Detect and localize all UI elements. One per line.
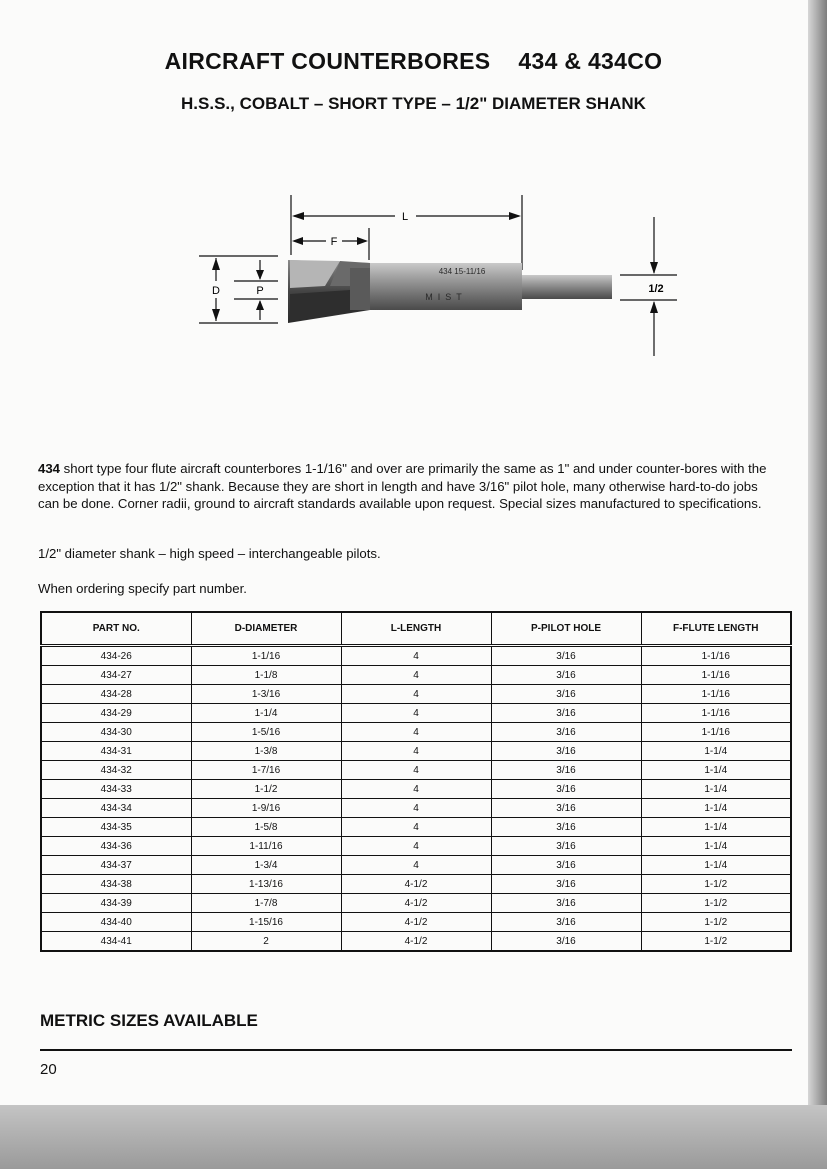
table-cell: 3/16 xyxy=(491,646,641,666)
table-cell: 3/16 xyxy=(491,761,641,780)
table-row xyxy=(41,837,791,856)
table-cell: 434-38 xyxy=(41,875,191,894)
table-cell: 4 xyxy=(341,761,491,780)
scanner-background xyxy=(0,1105,827,1169)
table-cell: 1-1/16 xyxy=(641,646,791,666)
column-header: PART NO. xyxy=(41,612,191,646)
diameter-dimension xyxy=(199,256,278,323)
table-row xyxy=(41,704,791,723)
shank-dimension xyxy=(620,217,677,356)
table-row xyxy=(41,685,791,704)
table-cell: 434-35 xyxy=(41,818,191,837)
label-l: L xyxy=(401,211,409,223)
table-cell: 4 xyxy=(341,666,491,685)
page-edge-shadow xyxy=(808,0,827,1169)
label-d: D xyxy=(212,285,220,297)
table-cell: 1-15/16 xyxy=(191,913,341,932)
description-paragraph xyxy=(38,460,778,513)
table-cell: 1-1/2 xyxy=(641,932,791,952)
title-text: AIRCRAFT COUNTERBORES xyxy=(164,48,491,74)
table-cell: 4-1/2 xyxy=(341,913,491,932)
tool-brand: MIST xyxy=(425,292,467,302)
table-cell: 1-1/16 xyxy=(641,685,791,704)
table-cell: 3/16 xyxy=(491,780,641,799)
table-cell: 1-1/16 xyxy=(191,646,341,666)
table-cell: 4 xyxy=(341,780,491,799)
table-cell: 3/16 xyxy=(491,704,641,723)
table-row xyxy=(41,932,791,952)
table-cell: 3/16 xyxy=(491,894,641,913)
shank-note: 1/2" diameter shank – high speed – interchangeable pilots. xyxy=(38,546,381,561)
table-cell: 1-1/2 xyxy=(191,780,341,799)
table-cell: 3/16 xyxy=(491,685,641,704)
table-cell: 1-1/4 xyxy=(191,704,341,723)
table-header-row xyxy=(41,612,791,646)
table-cell: 4 xyxy=(341,818,491,837)
table-cell: 3/16 xyxy=(491,666,641,685)
table-row xyxy=(41,646,791,666)
tool-image xyxy=(288,260,612,323)
table-row xyxy=(41,780,791,799)
table-cell: 1-9/16 xyxy=(191,799,341,818)
table-row xyxy=(41,818,791,837)
column-header: D-DIAMETER xyxy=(191,612,341,646)
table-cell: 434-33 xyxy=(41,780,191,799)
title-code: 434 & 434CO xyxy=(518,48,663,74)
table-cell: 1-7/16 xyxy=(191,761,341,780)
label-f: F xyxy=(330,236,338,248)
table-row xyxy=(41,856,791,875)
table-cell: 1-3/8 xyxy=(191,742,341,761)
description-text: short type four flute aircraft counterbores 1-1/16" and over are primarily the same as 1" and under counter-bores with the exception that it has 1/2" shank. Because they are short in length and have 3/16" pilot hole, many otherwise hard-to-do jobs can be done. Corner radii, ground to aircraft standards available upon request. Special sizes manufactured to specifications. xyxy=(38,461,767,511)
table-cell: 4-1/2 xyxy=(341,932,491,952)
table-cell: 1-1/4 xyxy=(641,761,791,780)
table-cell: 1-1/2 xyxy=(641,913,791,932)
table-cell: 3/16 xyxy=(491,837,641,856)
table-cell: 4 xyxy=(341,742,491,761)
label-shank: 1/2 xyxy=(648,283,664,295)
counterbore-drawing xyxy=(190,190,690,365)
table-cell: 434-30 xyxy=(41,723,191,742)
table-cell: 434-32 xyxy=(41,761,191,780)
table-cell: 4 xyxy=(341,685,491,704)
table-cell: 1-11/16 xyxy=(191,837,341,856)
table-cell: 1-3/16 xyxy=(191,685,341,704)
table-cell: 3/16 xyxy=(491,723,641,742)
table-cell: 4 xyxy=(341,799,491,818)
flute-dimension xyxy=(292,228,369,260)
table-cell: 434-39 xyxy=(41,894,191,913)
table-cell: 4-1/2 xyxy=(341,894,491,913)
page-title xyxy=(0,48,827,75)
table-cell: 4-1/2 xyxy=(341,875,491,894)
table-cell: 1-1/4 xyxy=(641,837,791,856)
page-number: 20 xyxy=(40,1061,57,1078)
column-header: L-LENGTH xyxy=(341,612,491,646)
ordering-note: When ordering specify part number. xyxy=(38,581,247,596)
table-cell: 1-1/4 xyxy=(641,742,791,761)
table-cell: 434-37 xyxy=(41,856,191,875)
table-cell: 3/16 xyxy=(491,856,641,875)
table-row xyxy=(41,875,791,894)
table-cell: 1-7/8 xyxy=(191,894,341,913)
table-cell: 2 xyxy=(191,932,341,952)
table-cell: 434-41 xyxy=(41,932,191,952)
column-header: F-FLUTE LENGTH xyxy=(641,612,791,646)
table-cell: 4 xyxy=(341,646,491,666)
table-row xyxy=(41,666,791,685)
footer-divider xyxy=(40,1049,792,1051)
table-cell: 3/16 xyxy=(491,799,641,818)
table-cell: 1-5/8 xyxy=(191,818,341,837)
table-row xyxy=(41,799,791,818)
table-cell: 4 xyxy=(341,856,491,875)
table-cell: 4 xyxy=(341,837,491,856)
table-body xyxy=(41,646,791,952)
table-row xyxy=(41,761,791,780)
table-cell: 1-1/16 xyxy=(641,666,791,685)
table-cell: 3/16 xyxy=(491,875,641,894)
table-cell: 1-1/8 xyxy=(191,666,341,685)
table-cell: 434-29 xyxy=(41,704,191,723)
table-cell: 1-3/4 xyxy=(191,856,341,875)
table-cell: 434-28 xyxy=(41,685,191,704)
table-cell: 3/16 xyxy=(491,932,641,952)
table-cell: 434-40 xyxy=(41,913,191,932)
table-cell: 4 xyxy=(341,704,491,723)
table-row xyxy=(41,723,791,742)
length-dimension xyxy=(291,195,522,270)
table-cell: 434-34 xyxy=(41,799,191,818)
description-lead: 434 xyxy=(38,461,61,476)
table-cell: 434-27 xyxy=(41,666,191,685)
table-cell: 1-1/4 xyxy=(641,799,791,818)
table-cell: 1-5/16 xyxy=(191,723,341,742)
table-row xyxy=(41,913,791,932)
table-cell: 1-13/16 xyxy=(191,875,341,894)
spec-table xyxy=(40,611,792,952)
column-header: P-PILOT HOLE xyxy=(491,612,641,646)
pilot-dimension xyxy=(234,260,278,320)
table-cell: 1-1/2 xyxy=(641,894,791,913)
table-cell: 434-31 xyxy=(41,742,191,761)
table-cell: 1-1/16 xyxy=(641,723,791,742)
table-cell: 3/16 xyxy=(491,742,641,761)
table-cell: 3/16 xyxy=(491,913,641,932)
table-cell: 1-1/4 xyxy=(641,780,791,799)
table-cell: 434-36 xyxy=(41,837,191,856)
table-cell: 1-1/16 xyxy=(641,704,791,723)
table-cell: 1-1/4 xyxy=(641,818,791,837)
table-cell: 434-26 xyxy=(41,646,191,666)
table-row xyxy=(41,742,791,761)
metric-note: METRIC SIZES AVAILABLE xyxy=(40,1011,258,1030)
page-subtitle: H.S.S., COBALT – SHORT TYPE – 1/2" DIAMETER SHANK xyxy=(181,94,646,113)
label-p: P xyxy=(256,285,264,297)
table-cell: 4 xyxy=(341,723,491,742)
table-cell: 1-1/2 xyxy=(641,875,791,894)
tool-marking: 434 15-11/16 xyxy=(438,267,486,276)
table-row xyxy=(41,894,791,913)
table-cell: 3/16 xyxy=(491,818,641,837)
table-cell: 1-1/4 xyxy=(641,856,791,875)
